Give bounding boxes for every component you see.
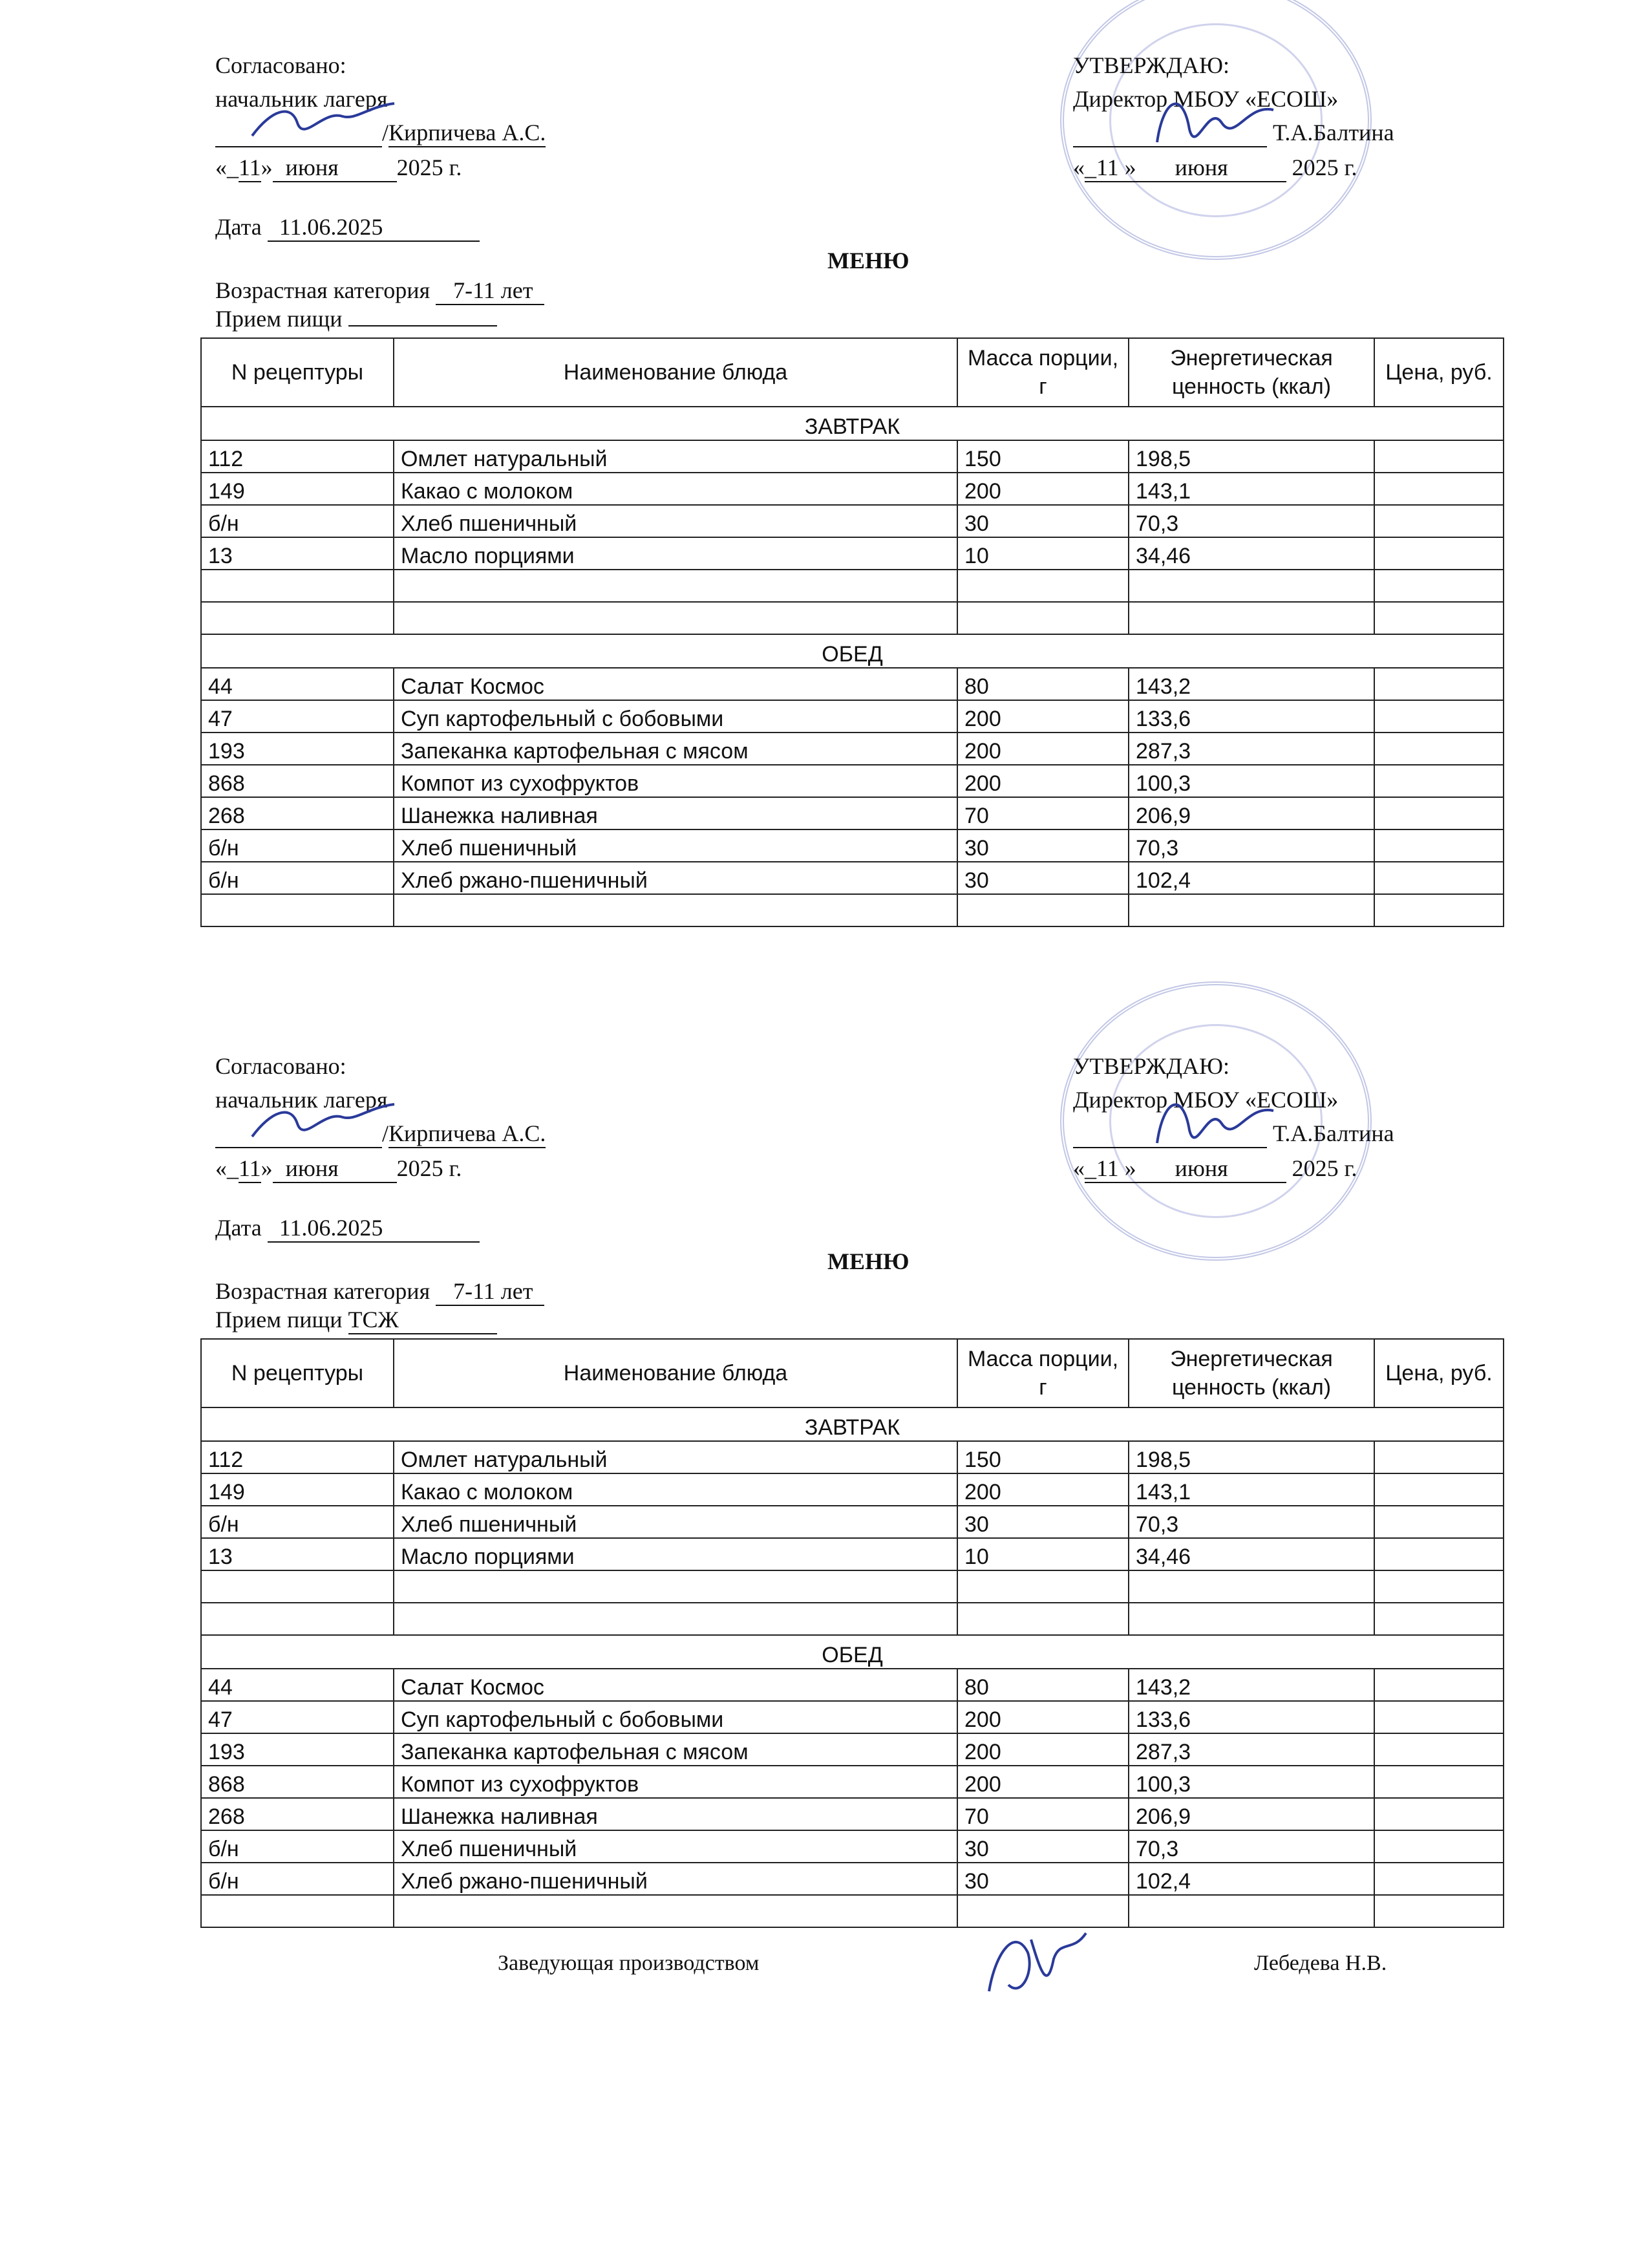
agreed-label: Согласовано: [215, 52, 346, 78]
table-cell [201, 1895, 394, 1927]
table-cell [1129, 1895, 1374, 1927]
table-cell: 10 [957, 1538, 1129, 1570]
table-cell: Компот из сухофруктов [394, 765, 957, 797]
table-cell [1374, 505, 1504, 537]
table-row [201, 1441, 1504, 1473]
table-row [201, 894, 1504, 926]
table-cell: Хлеб пшеничный [394, 1506, 957, 1538]
table-header-row [201, 1339, 1504, 1407]
table-cell: Шанежка наливная [394, 1798, 957, 1830]
table-cell: 287,3 [1129, 733, 1374, 765]
table-cell [1374, 1798, 1504, 1830]
table-cell [201, 1570, 394, 1603]
agreed-label: Согласовано: [215, 1053, 346, 1079]
menu-table [200, 1338, 1504, 1928]
meal-line: Прием пищи [215, 305, 497, 332]
column-header: N рецептуры [201, 338, 394, 407]
table-cell: 70,3 [1129, 505, 1374, 537]
table-cell: Салат Космос [394, 668, 957, 700]
section-title: ЗАВТРАК [201, 407, 1504, 440]
approve-signature-icon [1144, 84, 1286, 162]
meal-line: Прием пищи ТСЖ [215, 1306, 497, 1334]
table-row [201, 668, 1504, 700]
table-cell: Хлеб ржано-пшеничный [394, 1863, 957, 1895]
table-cell [1374, 862, 1504, 894]
table-cell [201, 1603, 394, 1635]
section-title: ОБЕД [201, 1635, 1504, 1669]
table-cell: 44 [201, 1669, 394, 1701]
table-cell: Омлет натуральный [394, 440, 957, 473]
table-cell: 80 [957, 668, 1129, 700]
table-cell: 47 [201, 700, 394, 733]
table-cell: Масло порциями [394, 537, 957, 570]
table-cell [1374, 473, 1504, 505]
table-cell: 100,3 [1129, 765, 1374, 797]
table-cell [957, 1570, 1129, 1603]
table-cell [1129, 1570, 1374, 1603]
table-row [201, 1895, 1504, 1927]
table-cell: б/н [201, 1863, 394, 1895]
table-row [201, 1570, 1504, 1603]
column-header: Наименование блюда [394, 1339, 957, 1407]
table-cell: 206,9 [1129, 1798, 1374, 1830]
agreed-signature-icon [246, 1098, 401, 1150]
table-cell: Масло порциями [394, 1538, 957, 1570]
footer-position: Заведующая производством [498, 1951, 760, 1975]
table-cell: Какао с молоком [394, 473, 957, 505]
date-line: Дата 11.06.2025 [215, 1214, 480, 1243]
table-cell: 200 [957, 1701, 1129, 1733]
table-cell: Суп картофельный с бобовыми [394, 700, 957, 733]
table-cell: 30 [957, 862, 1129, 894]
table-row [201, 1506, 1504, 1538]
table-cell: 200 [957, 1473, 1129, 1506]
agreed-position: начальник лагеря [215, 86, 388, 112]
table-cell: 47 [201, 1701, 394, 1733]
table-cell [1374, 1701, 1504, 1733]
table-cell: 112 [201, 1441, 394, 1473]
approve-date: «_11 » июня 2025 г. [1073, 1155, 1357, 1183]
section-title: ОБЕД [201, 634, 1504, 668]
agreed-signature-line: /Кирпичева А.С. [215, 1120, 546, 1148]
table-row [201, 1603, 1504, 1635]
table-cell: 13 [201, 537, 394, 570]
table-cell [1374, 537, 1504, 570]
table-cell: 143,2 [1129, 668, 1374, 700]
table-cell [1374, 1603, 1504, 1635]
table-cell: Салат Космос [394, 1669, 957, 1701]
table-cell [201, 602, 394, 634]
table-row [201, 537, 1504, 570]
table-cell [1129, 602, 1374, 634]
table-cell: 143,1 [1129, 1473, 1374, 1506]
table-cell: 133,6 [1129, 700, 1374, 733]
table-cell: б/н [201, 1830, 394, 1863]
table-cell: 268 [201, 1798, 394, 1830]
table-row [201, 1473, 1504, 1506]
table-cell: 149 [201, 473, 394, 505]
table-cell [1374, 733, 1504, 765]
table-cell: 198,5 [1129, 440, 1374, 473]
table-cell [1374, 1863, 1504, 1895]
table-row [201, 1669, 1504, 1701]
table-cell: 868 [201, 765, 394, 797]
table-cell [394, 1570, 957, 1603]
menu-table [200, 337, 1504, 927]
table-cell: 150 [957, 440, 1129, 473]
table-cell [1374, 1669, 1504, 1701]
table-cell: 200 [957, 700, 1129, 733]
table-cell: 193 [201, 1733, 394, 1766]
approve-date: «_11 » июня 2025 г. [1073, 154, 1357, 182]
page-title: МЕНЮ [827, 1248, 910, 1274]
approve-name: Т.А.Балтина [1273, 1120, 1394, 1146]
table-row [201, 440, 1504, 473]
table-cell: 200 [957, 1766, 1129, 1798]
table-cell: 287,3 [1129, 1733, 1374, 1766]
table-row [201, 1701, 1504, 1733]
column-header: Цена, руб. [1374, 1339, 1504, 1407]
table-cell: Запеканка картофельная с мясом [394, 1733, 957, 1766]
agreed-position: начальник лагеря [215, 1087, 388, 1113]
table-cell: Хлеб пшеничный [394, 505, 957, 537]
table-cell: 200 [957, 765, 1129, 797]
section-row [201, 634, 1504, 668]
column-header: Энергетическая ценность (ккал) [1129, 338, 1374, 407]
table-cell: 268 [201, 797, 394, 829]
table-cell: б/н [201, 505, 394, 537]
approve-position: Директор МБОУ «ЕСОШ» [1073, 86, 1339, 112]
table-cell [1129, 894, 1374, 926]
footer-signature-icon [970, 1914, 1099, 2011]
table-cell [1374, 829, 1504, 862]
table-row [201, 570, 1504, 602]
table-cell [1374, 1733, 1504, 1766]
table-cell: 10 [957, 537, 1129, 570]
table-row [201, 1733, 1504, 1766]
table-cell: 206,9 [1129, 797, 1374, 829]
table-row [201, 505, 1504, 537]
table-cell: 200 [957, 1733, 1129, 1766]
table-cell: 143,2 [1129, 1669, 1374, 1701]
table-cell [1374, 1506, 1504, 1538]
table-cell: б/н [201, 1506, 394, 1538]
table-cell: 133,6 [1129, 1701, 1374, 1733]
agreed-name: Кирпичева А.С. [388, 119, 546, 147]
agreed-signature-line: /Кирпичева А.С. [215, 119, 546, 147]
table-cell [394, 570, 957, 602]
table-cell: 30 [957, 505, 1129, 537]
table-row [201, 700, 1504, 733]
table-cell [1374, 1895, 1504, 1927]
table-cell: 102,4 [1129, 1863, 1374, 1895]
table-cell [1374, 1830, 1504, 1863]
table-row [201, 1863, 1504, 1895]
table-cell [957, 894, 1129, 926]
approve-signature-icon [1144, 1085, 1286, 1162]
table-cell: 70,3 [1129, 829, 1374, 862]
table-cell [1374, 797, 1504, 829]
table-cell: 143,1 [1129, 473, 1374, 505]
table-cell: 70,3 [1129, 1830, 1374, 1863]
table-cell [1374, 1473, 1504, 1506]
table-cell [1374, 894, 1504, 926]
column-header: N рецептуры [201, 1339, 394, 1407]
approve-position: Директор МБОУ «ЕСОШ» [1073, 1087, 1339, 1113]
table-cell: 200 [957, 733, 1129, 765]
table-cell: 149 [201, 1473, 394, 1506]
table-cell [394, 894, 957, 926]
table-cell [1129, 1603, 1374, 1635]
agreed-signature-icon [246, 97, 401, 149]
table-cell [1374, 440, 1504, 473]
table-row [201, 602, 1504, 634]
table-cell: 34,46 [1129, 1538, 1374, 1570]
table-cell: Хлеб пшеничный [394, 829, 957, 862]
table-cell: 13 [201, 1538, 394, 1570]
table-row [201, 1830, 1504, 1863]
table-cell: Хлеб пшеничный [394, 1830, 957, 1863]
table-cell: 30 [957, 1506, 1129, 1538]
table-cell [1374, 1538, 1504, 1570]
table-cell: 30 [957, 1830, 1129, 1863]
table-cell: 102,4 [1129, 862, 1374, 894]
table-cell: 44 [201, 668, 394, 700]
table-cell: Суп картофельный с бобовыми [394, 1701, 957, 1733]
agreed-date: «_11» июня 2025 г. [215, 154, 462, 182]
section-row [201, 407, 1504, 440]
table-cell: б/н [201, 862, 394, 894]
table-cell [1374, 1766, 1504, 1798]
table-cell [1374, 765, 1504, 797]
table-cell [1374, 700, 1504, 733]
table-cell [1374, 668, 1504, 700]
footer-name: Лебедева Н.В. [1254, 1951, 1387, 1975]
section-row [201, 1635, 1504, 1669]
column-header: Наименование блюда [394, 338, 957, 407]
table-cell [957, 602, 1129, 634]
column-header: Масса порции, г [957, 338, 1129, 407]
section-title: ЗАВТРАК [201, 1407, 1504, 1441]
table-cell: 200 [957, 473, 1129, 505]
approve-label: УТВЕРЖДАЮ: [1073, 1053, 1230, 1079]
approve-label: УТВЕРЖДАЮ: [1073, 52, 1230, 78]
table-cell: 70 [957, 1798, 1129, 1830]
table-row [201, 862, 1504, 894]
table-cell [394, 602, 957, 634]
table-cell: 30 [957, 829, 1129, 862]
table-cell: 193 [201, 733, 394, 765]
table-cell [394, 1895, 957, 1927]
table-row [201, 733, 1504, 765]
table-row [201, 473, 1504, 505]
table-cell [957, 1603, 1129, 1635]
table-cell: 198,5 [1129, 1441, 1374, 1473]
section-row [201, 1407, 1504, 1441]
table-cell: 150 [957, 1441, 1129, 1473]
age-category: Возрастная категория 7-11 лет [215, 1278, 544, 1306]
table-cell [1374, 1570, 1504, 1603]
table-cell [957, 570, 1129, 602]
table-cell [1374, 570, 1504, 602]
table-cell [201, 570, 394, 602]
table-cell [1374, 602, 1504, 634]
table-cell: б/н [201, 829, 394, 862]
table-cell: Какао с молоком [394, 1473, 957, 1506]
table-cell: Запеканка картофельная с мясом [394, 733, 957, 765]
age-category: Возрастная категория 7-11 лет [215, 277, 544, 305]
table-cell: Хлеб ржано-пшеничный [394, 862, 957, 894]
column-header: Масса порции, г [957, 1339, 1129, 1407]
table-cell [1374, 1441, 1504, 1473]
table-cell [201, 894, 394, 926]
table-header-row [201, 338, 1504, 407]
table-cell: Компот из сухофруктов [394, 1766, 957, 1798]
table-cell: Шанежка наливная [394, 797, 957, 829]
table-cell: 70 [957, 797, 1129, 829]
column-header: Цена, руб. [1374, 338, 1504, 407]
table-row [201, 765, 1504, 797]
table-cell: Омлет натуральный [394, 1441, 957, 1473]
column-header: Энергетическая ценность (ккал) [1129, 1339, 1374, 1407]
approve-name: Т.А.Балтина [1273, 120, 1394, 145]
table-row [201, 797, 1504, 829]
table-cell: 100,3 [1129, 1766, 1374, 1798]
agreed-date: «_11» июня 2025 г. [215, 1155, 462, 1183]
table-row [201, 1538, 1504, 1570]
table-row [201, 829, 1504, 862]
table-cell [394, 1603, 957, 1635]
table-row [201, 1766, 1504, 1798]
agreed-name: Кирпичева А.С. [388, 1120, 546, 1148]
table-cell: 70,3 [1129, 1506, 1374, 1538]
table-cell: 112 [201, 440, 394, 473]
table-cell: 30 [957, 1863, 1129, 1895]
table-cell: 80 [957, 1669, 1129, 1701]
page-title: МЕНЮ [827, 248, 910, 273]
table-cell: 34,46 [1129, 537, 1374, 570]
table-cell: 868 [201, 1766, 394, 1798]
table-cell [1129, 570, 1374, 602]
date-line: Дата 11.06.2025 [215, 213, 480, 242]
table-row [201, 1798, 1504, 1830]
